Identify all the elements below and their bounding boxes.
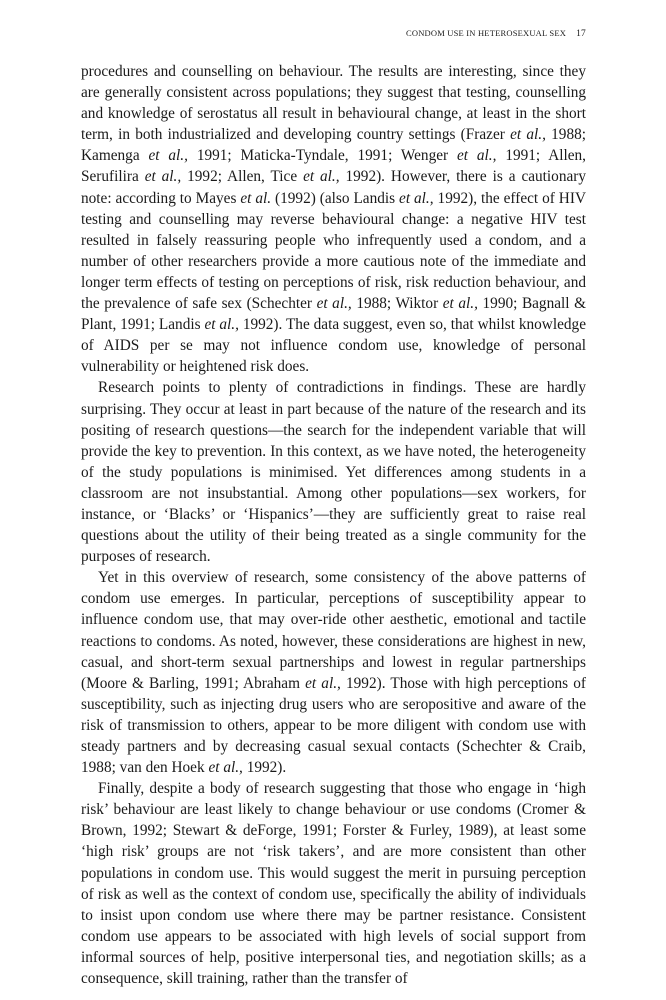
paragraph [81,778,586,989]
citation-etal: et al., [303,168,340,186]
paragraph [81,377,586,567]
text-run: 1991; Maticka-Tyndale, 1991; Wenger [187,147,457,165]
text-run: Research points to plenty of contradictions in findings. These are hardly surprising. They occur at least in part because of the nature of the research and its positing of research questions—the search for the independent variable that will provide the key to prevention. In this context, as we have noted, the heterogeneity of the study populations is minimised. Yet differences among students in a classroom are not insubstantial. Among other populations—sex workers, for instance, or ‘Blacks’ or ‘Hispanics’—they are sufficiently great to raise real questions about the utility of their being treated as a single community for the purposes of research. [81,379,586,566]
text-run: (1992) (also Landis [271,189,400,207]
citation-etal: et al. [240,189,272,207]
text-run: 1988; Kamenga [81,126,586,165]
citation-etal: et al., [208,759,243,777]
document-page [81,28,586,989]
text-run: 1992), the effect of HIV testing and counselling may reverse behavioural change: a negative HIV test resulted in falsely reassuring people who infrequently used a condom, and a number of other researchers provide a more cautious note of the immediate and longer term effects of testing on perceptions of risk, risk reduction behaviour, and the prevalence of safe sex (Schechter [81,189,586,313]
citation-etal: et al., [510,126,546,144]
text-run: Yet in this overview of research, some consistency of the above patterns of condom use emerges. In particular, perceptions of susceptibility appear to influence condom use, that may over-ride other aesthetic, emotional and tactile reactions to condoms. As noted, however, these considerations are highest in new, casual, and short-term sexual partnerships and lowest in regular partnerships (Moore & Barling, 1991; Abraham [81,569,586,692]
running-header [81,28,586,39]
text-run: procedures and counselling on behaviour. The results are interesting, since they are generally consistent across populations; they suggest that testing, counselling and knowledge of serostatus all result in behavioural change, at least in the short term, in both industrialized and developing country settings (Frazer [81,63,586,144]
citation-etal: et al., [442,295,478,313]
text-run: 1992). The data suggest, even so, that whilst knowledge of AIDS per se may not influence condom use, knowledge of personal vulnerability or heightened risk does. [81,316,586,376]
text-run: 1992; Allen, Tice [181,168,304,186]
text-run: 1992). [242,759,287,777]
text-run: 1992). However, there is a cautionary note: according to Mayes [81,168,587,207]
citation-etal: et al., [144,168,182,186]
text-run: 1988; Wiktor [351,295,443,313]
page-number: 17 [576,29,586,39]
citation-etal: et al., [456,147,497,165]
citation-etal: et al., [204,316,239,334]
running-title: CONDOM USE IN HETEROSEXUAL SEX [405,28,567,38]
text-run: 1990; Bagnall & Plant, 1991; Landis [81,295,586,334]
text-run: 1992). Those with high perceptions of susceptibility, such as injecting drug users who are seropositive and aware of the risk of transmission to others, appear to be more diligent with condom use with steady partners and by decreasing casual sexual contacts (Schechter & Craib, 1988; van den Hoek [81,674,586,777]
text-run: Finally, despite a body of research suggesting that those who engage in ‘high risk’ behaviour are least likely to change behaviour or use condoms (Cromer & Brown, 1992; Stewart & deForge, 1991; Forster & Furley, 1989), at least some ‘high risk’ groups are not ‘risk takers’, and are more consistent than other populations in condom use. This would suggest the merit in pursuing perception of risk as well as the context of condom use, specifically the ability of individuals to insist upon condom use where there may be partner resistance. Consistent condom use appears to be associated with high levels of social support from informal sources of help, positive interpersonal ties, and negotiation skills; as a consequence, skill training, rather than the transfer of [81,780,586,988]
paragraph [81,567,586,778]
citation-etal: et al., [316,295,352,313]
text-run: 1991; Allen, Serufilira [81,147,586,186]
citation-etal: et al., [305,674,341,692]
paragraph [81,61,586,377]
citation-etal: et al., [148,147,188,165]
citation-etal: et al., [399,189,434,207]
body-text [81,61,586,989]
